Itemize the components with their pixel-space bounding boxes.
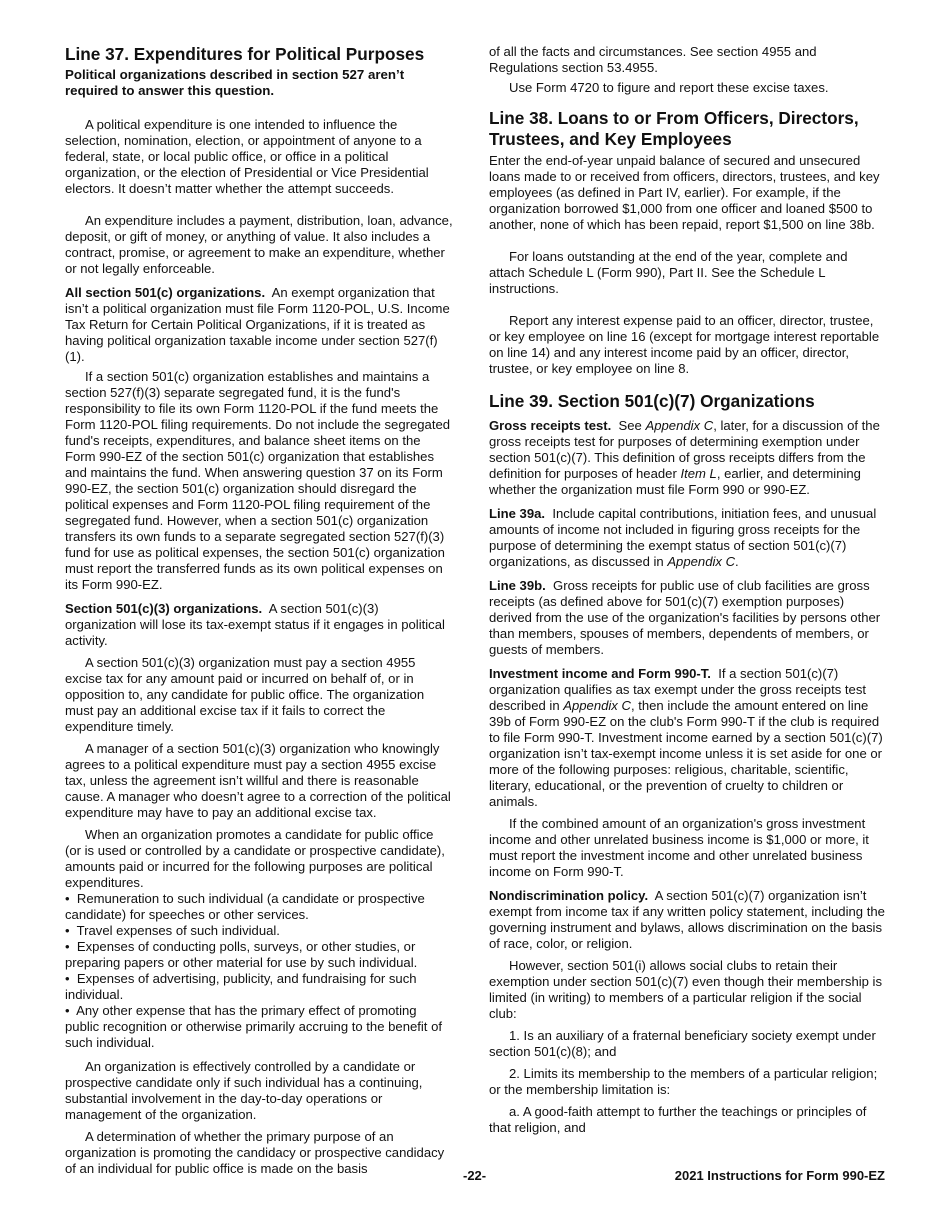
bullet-icon: • (65, 923, 70, 938)
paragraph: If a section 501(c) organization establishes and maintains a section 527(f)(3) separate segregated fund, it is the fund's responsibility to file its own Form 1120-POL if the fund meets the Form 1120-POL filing requirements. Do not include the segregated fund's receipts, expenditures, and balance sheet items on the Form 990-EZ of the section 501(c) organization that establishes and maintains the fund. When answering question 37 on its Form 990-EZ, the section 501(c) organization should disregard the political expenses and Form 1120-POL filing requirement of the segregated fund. However, when a section 501(c) organization transfers its own funds to a separate segregated section 527(f)(3) fund for use as political expenses, the section 501(c) organization must report the transferred funds as its own political expenses on its Form 990-EZ. (65, 369, 451, 592)
italic-term: Appendix C (667, 554, 736, 569)
list-item (65, 939, 453, 971)
list-item-text: Travel expenses of such individual. (76, 923, 280, 938)
list-item (65, 891, 453, 923)
paragraph: An expenditure includes a payment, distribution, loan, advance, deposit, or gift of money, or anything of value. It also includes a contract, promise, or agreement to make an expenditure, whether or not legally enforceable. (65, 213, 453, 276)
paragraph: A determination of whether the primary purpose of an organization is promoting the candidacy or prospective candidacy of an individual for public office is made on the basis (65, 1129, 445, 1176)
list-item (65, 923, 453, 939)
bullet-icon: • (65, 939, 70, 954)
bullet-icon: • (65, 1003, 70, 1018)
paragraph: A section 501(c)(3) organization must pay a section 4955 excise tax for any amount paid or incurred on behalf of, or in opposition to, any candidate for public office. The organization must pay an additional excise tax if it fails to correct the expenditure timely. (65, 655, 425, 734)
list-item-text: Remuneration to such individual (a candidate or prospective candidate) for speeches or other services. (65, 891, 425, 922)
page-number: -22- (463, 1168, 487, 1183)
paragraph: Report any interest expense paid to an officer, director, trustee, or key employee on line 16 (except for mortgage interest reportable on line 14) and any interest income paid by an officer, director, trustee, or key employee on line 8. (489, 313, 880, 376)
paragraph: For loans outstanding at the end of the year, complete and attach Schedule L (Form 990), Part II. See the Schedule L instructions. (489, 249, 848, 296)
paragraph-text: . (735, 554, 739, 569)
paragraph: When an organization promotes a candidate for public office (or is used or controlled by a candidate or prospective candidate), amounts paid or incurred for the following purposes are political expenditures. (65, 827, 445, 890)
list-item-text: Any other expense that has the primary effect of promoting public recognition or otherwise primarily accruing to the benefit of such individual. (65, 1003, 443, 1050)
list-item-text: Expenses of advertising, publicity, and fundraising for such individual. (65, 971, 417, 1002)
run-in-heading: Investment income and Form 990-T. (489, 666, 711, 681)
list-item-text: Expenses of conducting polls, surveys, or other studies, or preparing papers or other material for use by such individual. (65, 939, 418, 970)
numbered-item: 2. Limits its membership to the members of a particular religion; or the membership limitation is: (489, 1066, 878, 1097)
paragraph-text: See (618, 418, 646, 433)
paragraph (489, 418, 885, 498)
run-in-heading: Section 501(c)(3) organizations. (65, 601, 263, 616)
paragraph: If the combined amount of an organization's gross investment income and other unrelated business income is $1,000 or more, it must report the investment income and other unrelated business income on Form 990-T. (489, 816, 869, 879)
paragraph (65, 285, 453, 365)
italic-term: Item L (680, 466, 717, 481)
bullet-icon: • (65, 891, 70, 906)
paragraph-text: A section 501(c)(3) organization will lose its tax-exempt status if it engages in political activity. (65, 601, 445, 648)
paragraph-text: Gross receipts for public use of club facilities are gross receipts (as defined above for 501(c)(7) exemption purposes) derived from the use of the organization's facilities by persons other than members, spouses of members, dependents of members, or guests of members. (489, 578, 881, 657)
paragraph: A manager of a section 501(c)(3) organization who knowingly agrees to a political expenditure must pay a section 4955 excise tax, unless the agreement isn’t willful and there is reasonable cause. A manager who doesn’t agree to a correction of the political expenditure may have to pay an additional excise tax. (65, 741, 451, 820)
left-column (65, 44, 453, 1177)
paragraph-text: Include capital contributions, initiation fees, and unusual amounts of income not included in figuring gross receipts for the purpose of determining the exempt status of section 501(c)(7) organizations, as discussed in (489, 506, 877, 569)
paragraph-text: If a section 501(c)(7) organization qualifies as tax exempt under the gross receipts test described in (489, 666, 867, 713)
italic-term: Appendix C (645, 418, 714, 433)
list-item (65, 1003, 453, 1051)
run-in-heading: Nondiscrimination policy. (489, 888, 649, 903)
paragraph (489, 666, 885, 810)
line-37-note: Political organizations described in section 527 aren’t required to answer this question. (65, 67, 405, 98)
heading-line-38: Line 38. Loans to or From Officers, Directors, Trustees, and Key Employees (489, 108, 859, 149)
paragraph (489, 506, 885, 570)
paragraph-text: A section 501(c)(7) organization isn’t exempt from income tax if any written policy statement, including the governing instrument and bylaws, allows discrimination on the basis of race, color, or religion. (489, 888, 885, 951)
paragraph: An organization is effectively controlled by a candidate or prospective candidate only if such individual has a continuing, substantial involvement in the day-to-day operations or management of the organization. (65, 1059, 423, 1122)
run-in-heading: Line 39a. (489, 506, 546, 521)
paragraph-text: , earlier, and determining whether the organization must file Form 990 or 990-EZ. (489, 466, 861, 497)
run-in-heading: All section 501(c) organizations. (65, 285, 266, 300)
right-column (489, 44, 885, 1136)
paragraph: Use Form 4720 to figure and report these excise taxes. (509, 80, 829, 95)
heading-line-39: Line 39. Section 501(c)(7) Organizations (489, 391, 815, 411)
bullet-icon: • (65, 971, 70, 986)
paragraph-text: , later, for a discussion of the gross receipts test for purposes of determining exemption under section 501(c)(7). This definition of gross receipts differs from the definition for purposes of header (489, 418, 880, 481)
paragraph-text: , then include the amount entered on line 39b of Form 990-EZ on the club's Form 990-T if the club is required to file Form 990-T. Investment income earned by a section 501(c)(7) organization isn’t tax-exempt income unless it is set aside for one or more of the following purposes: religious, charitable, scientific, literary, educational, or the prevention of cruelty to children or animals. (489, 698, 883, 809)
paragraph (489, 578, 885, 658)
heading-line-37: Line 37. Expenditures for Political Purposes (65, 44, 425, 64)
bullet-list (65, 891, 453, 1051)
run-in-heading: Line 39b. (489, 578, 546, 593)
italic-term: Appendix C (563, 698, 631, 713)
list-item (65, 971, 453, 1003)
paragraph: of all the facts and circumstances. See section 4955 and Regulations section 53.4955. (489, 44, 817, 75)
numbered-item: 1. Is an auxiliary of a fraternal beneficiary society exempt under section 501(c)(8); and (489, 1028, 876, 1059)
run-in-heading: Gross receipts test. (489, 418, 612, 433)
form-title: 2021 Instructions for Form 990-EZ (674, 1168, 885, 1183)
paragraph (65, 601, 453, 649)
paragraph-text: An exempt organization that isn’t a political organization must file Form 1120-POL, U.S. Income Tax Return for Certain Political Organizations, if it is treated as having political organization taxable income under section 527(f)(1). (65, 285, 450, 364)
paragraph: Enter the end-of-year unpaid balance of secured and unsecured loans made to or received from officers, directors, trustees, and key employees (as defined in Part IV, earlier). For example, if the organization borrowed $1,000 from one officer and loaned $500 to another, none of which has been repaid, report $1,500 on line 38b. (489, 153, 880, 232)
paragraph (489, 888, 885, 952)
paragraph: A political expenditure is one intended to influence the selection, nomination, election, or appointment of anyone to a federal, state, or local public office, or office in a political organization, or the election of Presidential or Vice Presidential electors. It doesn’t matter whether the attempt succeeds. (65, 117, 429, 196)
paragraph: However, section 501(i) allows social clubs to retain their exemption under section 501(c)(7) even though their membership is limited (in writing) to members of a particular religion if the social club: (489, 958, 883, 1021)
lettered-item: a. A good-faith attempt to further the teachings or principles of that religion, and (489, 1104, 867, 1135)
